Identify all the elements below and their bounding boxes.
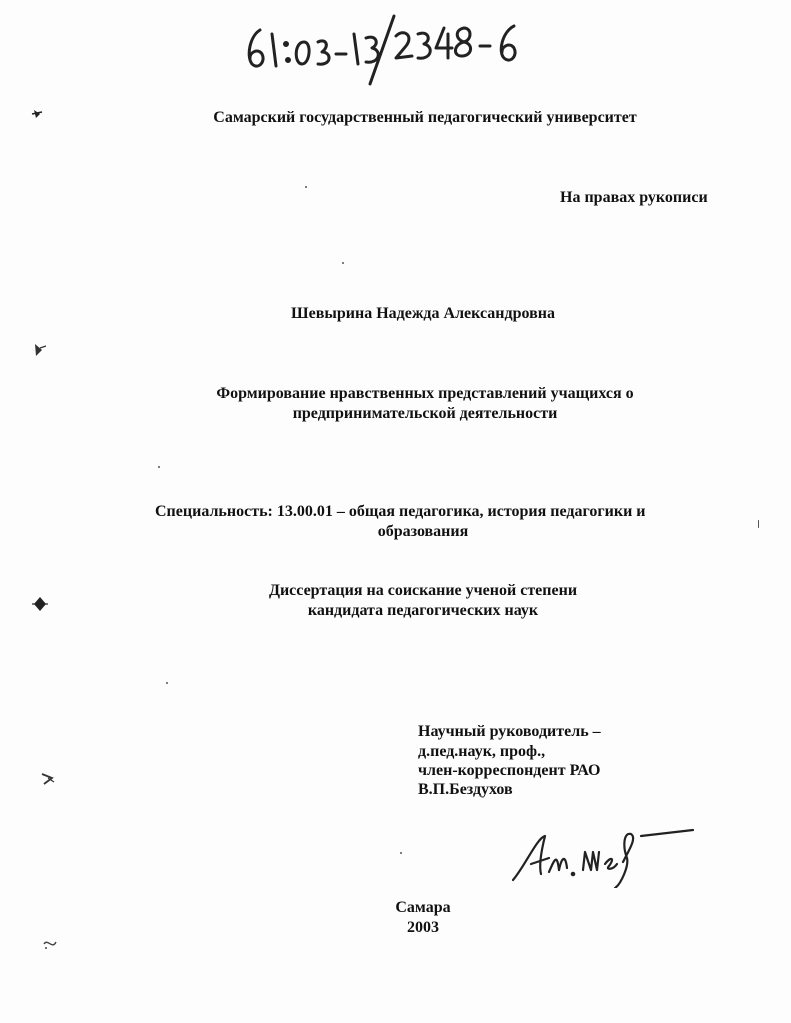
dissertation-title-line-2: предпринимательской деятельности (292, 405, 558, 422)
speck (400, 852, 402, 854)
dissertation-title-line-1: Формирование нравственных представлений учащихся о (216, 385, 634, 402)
speck (158, 466, 160, 468)
handwritten-archive-code (232, 8, 532, 88)
city: Самара (395, 899, 451, 916)
handwritten-signature (505, 808, 705, 888)
signature-drawing (505, 808, 705, 888)
supervisor-line-3: член-корреспондент РАО (418, 762, 601, 779)
speck (305, 186, 307, 188)
margin-mark-2 (30, 340, 50, 360)
archive-code-drawing (232, 8, 532, 88)
supervisor-line-4: В.П.Бездухов (418, 781, 513, 798)
year: 2003 (407, 919, 439, 936)
supervisor-line-1: Научный руководитель – (418, 723, 601, 740)
degree-line-1: Диссертация на соискание ученой степени (268, 582, 578, 599)
speck (342, 262, 344, 264)
speck (166, 682, 168, 684)
supervisor-line-2: д.пед.наук, проф., (418, 743, 546, 760)
university-name: Самарский государственный педагогический университет (213, 109, 637, 126)
specialty-line-1: Специальность: 13.00.01 – общая педагогика, история педагогики и (155, 503, 646, 520)
margin-mark-4 (38, 768, 58, 788)
author-name: Шевырина Надежда Александровна (291, 305, 555, 322)
specialty-line-2: образования (377, 523, 469, 540)
manuscript-rights: На правах рукописи (560, 189, 708, 206)
degree-line-2: кандидата педагогических наук (307, 602, 539, 619)
